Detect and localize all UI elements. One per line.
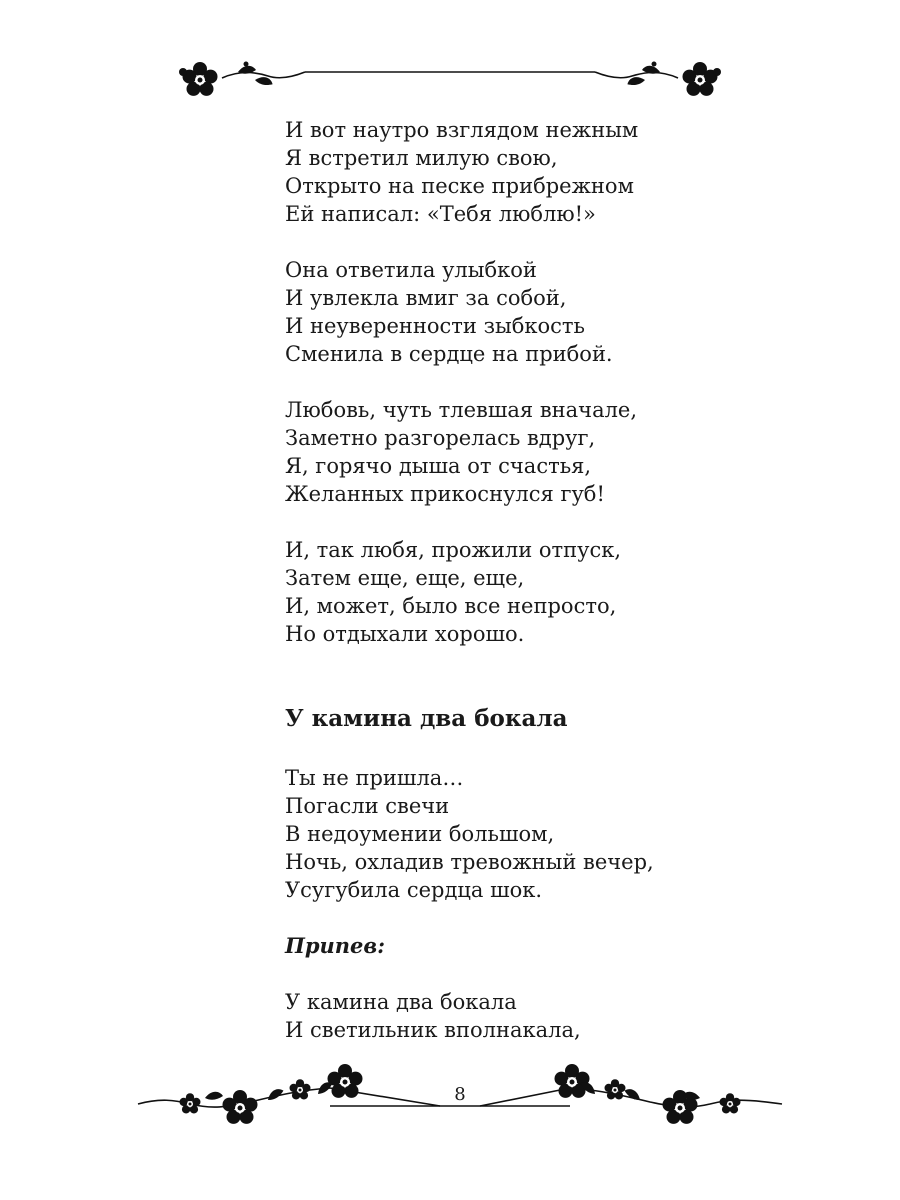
poem-line: И светильник вполнакала, [285,1018,581,1042]
stanza-4 [285,536,805,648]
poem-line: Открыто на песке прибрежном [285,174,634,198]
poem-line: Ей написал: «Тебя люблю!» [285,202,596,226]
page-content [285,116,805,1072]
poem-line: Она ответила улыбкой [285,258,537,282]
poem-line: В недоумении большом, [285,822,555,846]
poem-title: У камина два бокала [285,705,568,732]
poem-line: У камина два бокала [285,990,517,1014]
poem-line: Ночь, охладив тревожный вечер, [285,850,654,874]
poem-line: Ты не пришла… [285,766,464,790]
stanza-1 [285,116,805,228]
poem-line: Заметно разгорелась вдруг, [285,426,596,450]
page-number: 8 [454,1084,466,1105]
poem-line: И, так любя, прожили отпуск, [285,538,622,562]
poem-line: Сменила в сердце на прибой. [285,342,613,366]
refrain-label: Припев: [285,933,385,958]
poem-line: И увлекла вмиг за собой, [285,286,567,310]
poem-line: Но отдыхали хорошо. [285,622,525,646]
poem-line: Любовь, чуть тлевшая вначале, [285,398,638,422]
poem-line: Я встретил милую свою, [285,146,558,170]
stanza-2 [285,256,805,368]
poem-line: Погасли свечи [285,794,450,818]
poem-line: Затем еще, еще, еще, [285,566,525,590]
poem-line: И вот наутро взглядом нежным [285,118,639,142]
poem-line: Усугубила сердца шок. [285,878,543,902]
top-flower-ornament-icon [0,0,900,120]
poem-line: И неуверенности зыбкость [285,314,585,338]
refrain-stanza [285,988,805,1044]
stanza-3 [285,396,805,508]
poem2-stanza-1 [285,764,805,904]
poem-line: И, может, было все непросто, [285,594,617,618]
poem-line: Я, горячо дыша от счастья, [285,454,592,478]
poem-line: Желанных прикоснулся губ! [285,482,605,506]
